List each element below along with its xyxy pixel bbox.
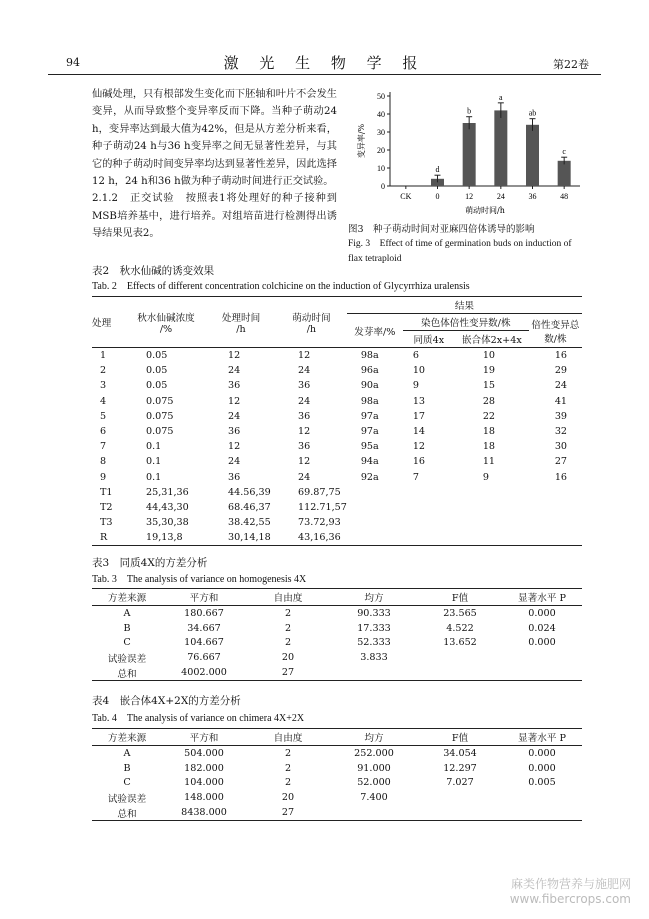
table-cell: 10: [482, 350, 496, 362]
table-cell: C: [123, 777, 131, 789]
significance-label: c: [562, 147, 566, 157]
table-cell: 28: [482, 395, 496, 407]
table-cell: 24: [298, 395, 311, 407]
header-result: 结果: [347, 297, 582, 314]
volume-label: 第22卷: [553, 58, 589, 71]
y-tick-label: 0: [381, 182, 385, 191]
table-cell: T1: [100, 486, 113, 498]
table-cell: 0.075: [146, 395, 174, 407]
table-row: [92, 348, 582, 364]
table-cell: 8438.000: [181, 807, 227, 819]
table-row: [92, 636, 582, 651]
y-tick-label: 20: [377, 146, 385, 155]
table-cell: [455, 530, 529, 546]
table-cell: 18: [482, 426, 496, 438]
table-cell: 95a: [360, 441, 379, 453]
table-cell: 36: [298, 410, 311, 422]
table-cell: 97a: [360, 426, 379, 438]
table-cell: 4: [100, 395, 107, 407]
table-cell: 12: [412, 441, 426, 453]
table-cell: 23.565: [443, 607, 477, 619]
table-cell: 0.1: [146, 471, 162, 483]
table-cell: 7.027: [446, 777, 474, 789]
table-cell: 14: [412, 426, 426, 438]
table-cell: [403, 515, 455, 530]
table-cell: 24: [228, 410, 241, 422]
table-cell: 90.333: [357, 607, 391, 619]
table-cell: [502, 805, 582, 820]
table-cell: 34.667: [187, 622, 221, 634]
table-cell: 3: [100, 380, 107, 392]
table-cell: 24: [228, 456, 241, 468]
table-row: [92, 378, 582, 393]
table-cell: 0.1: [146, 441, 162, 453]
table-cell: 总和: [117, 808, 137, 820]
table-cell: 24: [298, 471, 311, 483]
table-cell: 36: [228, 426, 241, 438]
table-cell: 30,14,18: [228, 532, 271, 544]
y-axis-label: 变异率/%: [357, 123, 366, 159]
table-cell: 24: [228, 365, 241, 377]
table-cell: 0.000: [528, 747, 556, 759]
column-header: 方差来源: [92, 589, 162, 606]
table-cell: 12: [228, 350, 241, 362]
table-cell: 2: [284, 622, 292, 634]
table-cell: 34.054: [443, 747, 477, 759]
column-header: 平方和: [162, 729, 246, 746]
table-cell: 22: [482, 410, 496, 422]
page-header: [48, 52, 601, 75]
table-cell: 9: [412, 380, 419, 392]
table-cell: 13.652: [443, 637, 477, 649]
table-cell: 总和: [117, 668, 137, 680]
table-row: [92, 606, 582, 621]
table-row: [92, 530, 582, 546]
table-cell: 24: [554, 380, 568, 392]
table-cell: 16: [554, 350, 568, 362]
table-cell: 2: [284, 762, 292, 774]
table-row: [92, 500, 582, 515]
table2-caption-cn: 表2 秋水仙碱的诱变效果: [92, 265, 215, 277]
table-cell: 180.667: [184, 607, 224, 619]
table-cell: 2: [284, 637, 292, 649]
figure-caption-en: Fig. 3 Effect of time of germination buds on induction of flax tetraploid: [348, 239, 572, 264]
table-cell: 30: [554, 441, 568, 453]
table-cell: [330, 665, 418, 680]
header-germination-rate: 发芽率/%: [347, 314, 403, 348]
table-cell: 9: [482, 471, 489, 483]
table-cell: 41: [554, 395, 568, 407]
table-cell: 4.522: [446, 622, 474, 634]
bar: [526, 125, 539, 186]
table-cell: 44.56,39: [228, 486, 271, 498]
table-row: [92, 424, 582, 439]
table-cell: 2: [284, 747, 292, 759]
x-tick-label: 12: [465, 192, 474, 201]
table-cell: 7: [100, 441, 107, 453]
column-header: F值: [418, 729, 502, 746]
table-cell: [529, 485, 582, 500]
table-cell: 98a: [360, 350, 379, 362]
table-cell: 36: [228, 471, 241, 483]
significance-label: a: [499, 92, 503, 102]
table-cell: T3: [100, 517, 113, 529]
table-cell: 11: [482, 456, 496, 468]
table-cell: 0.075: [146, 410, 174, 422]
table-4: [92, 728, 582, 821]
table-cell: 0.075: [146, 426, 174, 438]
table-cell: 39: [554, 410, 568, 422]
table-cell: 0.005: [528, 777, 556, 789]
column-header: 均方: [330, 729, 418, 746]
table-cell: T2: [100, 501, 113, 513]
table-cell: 148.000: [184, 792, 224, 804]
table-cell: [418, 665, 502, 680]
table-cell: A: [123, 607, 131, 619]
x-axis-label: 萌动时间/h: [465, 206, 505, 215]
table-cell: 91.000: [357, 762, 391, 774]
table-cell: [403, 530, 455, 546]
table-cell: 12.297: [443, 762, 477, 774]
table-cell: 44,43,30: [146, 501, 189, 513]
header-homo: 同质4x: [403, 331, 455, 348]
table-cell: 97a: [360, 410, 379, 422]
paragraph: 仙碱处理，只有根部发生变化而下胚轴和叶片不会发生变异，从而导致整个变异率反而下降。当种子萌动24 h，变异率达到最大值为42%，但是从方差分析来看，种子萌动24 h与36 h变异率之间无显著性差异，与其它的种子萌动时间变异率均达到显著性差异，因此选择12 h，24 h和36 h做为种子萌动时间进行正交试验。: [92, 89, 337, 188]
table-cell: 17: [412, 410, 426, 422]
page-number: 94: [66, 56, 80, 69]
table-cell: 27: [281, 807, 295, 819]
table-cell: [455, 515, 529, 530]
table-cell: 32: [554, 426, 568, 438]
table-cell: [347, 515, 403, 530]
table-row: [92, 776, 582, 791]
table-cell: 20: [281, 792, 295, 804]
table-cell: 36: [228, 380, 241, 392]
table3-caption-cn: 表3 同质4X的方差分析: [92, 557, 208, 569]
table-row: [92, 805, 582, 820]
table-cell: 104.000: [184, 777, 224, 789]
table-cell: C: [123, 637, 131, 649]
watermark-line1: 麻类作物营养与施肥网: [510, 877, 631, 891]
table-cell: 7: [412, 471, 419, 483]
table-cell: 12: [228, 441, 241, 453]
column-header: 自由度: [246, 729, 330, 746]
bar-chart: [348, 86, 588, 221]
figure-caption-cn: 图3 种子萌动时间对亚麻四倍体诱导的影响: [348, 224, 535, 235]
table-cell: 92a: [360, 471, 379, 483]
table-row: [92, 454, 582, 469]
table-cell: 15: [482, 380, 496, 392]
header-treat-time: 处理时间 /h: [206, 297, 276, 348]
table-cell: R: [100, 532, 108, 544]
header-treatment: 处理: [92, 297, 126, 348]
journal-title: 激 光 生 物 学 报: [223, 54, 426, 72]
table-row: [92, 790, 582, 805]
table-cell: 43,16,36: [298, 532, 341, 544]
table-row: [92, 515, 582, 530]
table-cell: 182.000: [184, 762, 224, 774]
table-cell: 36: [298, 441, 311, 453]
table4-caption-en: Tab. 4 The analysis of variance on chimera 4X+2X: [92, 713, 305, 724]
bar: [558, 161, 571, 186]
table-cell: [418, 790, 502, 805]
column-header: 显著水平 P: [502, 589, 582, 606]
table-cell: 20: [281, 652, 295, 664]
table-row: [92, 485, 582, 500]
table-cell: 6: [100, 426, 107, 438]
table-cell: [455, 500, 529, 515]
y-tick-label: 30: [377, 128, 385, 137]
table-cell: 29: [554, 365, 568, 377]
table-cell: 试验误差: [107, 793, 147, 805]
column-header: 显著水平 P: [502, 729, 582, 746]
significance-label: d: [435, 165, 440, 175]
figure-caption: [348, 222, 588, 267]
column-header: 均方: [330, 589, 418, 606]
table-cell: 0.05: [146, 380, 168, 392]
table2-caption-en: Tab. 2 Effects of different concentration colchicine on the induction of Glycyrrhiza uralensis: [92, 281, 470, 292]
table-cell: 2: [284, 607, 292, 619]
table-row: [92, 363, 582, 378]
table-cell: [347, 485, 403, 500]
y-tick-label: 50: [377, 92, 385, 101]
table-cell: 52.333: [357, 637, 391, 649]
x-tick-label: 48: [560, 192, 569, 201]
table-cell: 2: [100, 365, 107, 377]
x-tick-label: 24: [496, 192, 505, 201]
table-cell: 9: [100, 471, 107, 483]
table-cell: 7.400: [360, 792, 388, 804]
table-cell: [529, 515, 582, 530]
table-cell: 94a: [360, 456, 379, 468]
table-cell: [418, 650, 502, 665]
table-cell: [455, 485, 529, 500]
table3-caption-en: Tab. 3 The analysis of variance on homogenesis 4X: [92, 574, 307, 585]
table-cell: 0.000: [528, 762, 556, 774]
table-cell: 12: [298, 456, 311, 468]
table-cell: 104.667: [184, 637, 224, 649]
table-cell: 19,13,8: [146, 532, 183, 544]
table-cell: [347, 530, 403, 546]
table-row: [92, 439, 582, 454]
table-cell: 1: [100, 350, 107, 362]
watermark: [510, 877, 631, 907]
table-row: [92, 665, 582, 680]
table-cell: [502, 790, 582, 805]
table-cell: 10: [412, 365, 426, 377]
table-cell: [330, 805, 418, 820]
table-cell: 2: [284, 777, 292, 789]
table-cell: 4002.000: [181, 667, 227, 679]
table-cell: 0.05: [146, 365, 168, 377]
bar: [494, 110, 507, 186]
table-cell: [403, 485, 455, 500]
table-cell: 5: [100, 410, 107, 422]
body-text-column: [92, 86, 337, 243]
x-tick-label: CK: [400, 192, 412, 201]
table-cell: 96a: [360, 365, 379, 377]
table-cell: 52.000: [357, 777, 391, 789]
table-cell: 25,31,36: [146, 486, 189, 498]
significance-label: b: [467, 106, 472, 116]
table-cell: [502, 650, 582, 665]
bar: [463, 123, 476, 186]
table-cell: 112.71,57: [298, 501, 347, 513]
column-header: 平方和: [162, 589, 246, 606]
table-cell: 24: [298, 365, 311, 377]
table-cell: [418, 805, 502, 820]
table-cell: [502, 665, 582, 680]
table-cell: 16: [554, 471, 568, 483]
x-tick-label: 36: [528, 192, 537, 201]
table-cell: 0.000: [528, 607, 556, 619]
table-cell: 68.46,37: [228, 501, 271, 513]
y-tick-label: 40: [377, 110, 385, 119]
table-row: [92, 746, 582, 761]
table-cell: 0.05: [146, 350, 168, 362]
table-cell: 90a: [360, 380, 379, 392]
table-cell: 38.42,55: [228, 517, 271, 529]
table-cell: 252.000: [354, 747, 394, 759]
table-cell: 0.000: [528, 637, 556, 649]
table-cell: 12: [298, 426, 311, 438]
table-cell: 35,30,38: [146, 517, 189, 529]
column-header: 方差来源: [92, 729, 162, 746]
header-chromosome: 染色体倍性变异数/株: [403, 314, 529, 331]
table-3: [92, 588, 582, 681]
table-cell: 504.000: [184, 747, 224, 759]
table-cell: 试验误差: [107, 653, 147, 665]
table-cell: [529, 530, 582, 546]
table-row: [92, 761, 582, 776]
table-2: [92, 296, 582, 546]
table-cell: 8: [100, 456, 107, 468]
table-cell: [529, 500, 582, 515]
table-cell: 98a: [360, 395, 379, 407]
table-cell: 36: [298, 380, 311, 392]
table-cell: 69.87,75: [298, 486, 341, 498]
table-row: [92, 470, 582, 485]
table-row: [92, 650, 582, 665]
header-total-variants: 倍性变异总数/株: [529, 314, 582, 348]
table-cell: 6: [412, 350, 419, 362]
watermark-line2: www.fibercrops.com: [509, 892, 631, 906]
y-tick-label: 10: [377, 164, 385, 173]
table-cell: 19: [482, 365, 496, 377]
table-cell: A: [123, 747, 131, 759]
table-cell: 27: [281, 667, 295, 679]
table-cell: 0.1: [146, 456, 162, 468]
table-cell: 13: [412, 395, 426, 407]
table-row: [92, 394, 582, 409]
table-row: [92, 621, 582, 636]
table-cell: 3.833: [360, 652, 388, 664]
table-cell: 17.333: [357, 622, 391, 634]
table-cell: [403, 500, 455, 515]
table-cell: 27: [554, 456, 568, 468]
table-cell: B: [123, 762, 131, 774]
paragraph: 2.1.2 正交试验 按照表1将处理好的种子接种到MSB培养基中，进行培养。对组培苗进行检测得出诱导结果见表2。: [92, 193, 337, 240]
table-cell: 73.72,93: [298, 517, 341, 529]
table-cell: B: [123, 622, 131, 634]
header-concentration: 秋水仙碱浓度 /%: [126, 297, 206, 348]
header-germ-time: 萌动时间 /h: [276, 297, 347, 348]
table-cell: [347, 500, 403, 515]
column-header: F值: [418, 589, 502, 606]
table4-caption-cn: 表4 嵌合体4X+2X的方差分析: [92, 695, 241, 707]
table-cell: 12: [228, 395, 241, 407]
table-row: [92, 409, 582, 424]
table-cell: 18: [482, 441, 496, 453]
table-cell: 16: [412, 456, 426, 468]
table-cell: 0.024: [528, 622, 556, 634]
table-cell: 12: [298, 350, 311, 362]
table-cell: 76.667: [187, 652, 221, 664]
header-chimera: 嵌合体2x+4x: [455, 331, 529, 348]
x-tick-label: 0: [435, 192, 440, 201]
significance-label: ab: [528, 108, 537, 118]
column-header: 自由度: [246, 589, 330, 606]
